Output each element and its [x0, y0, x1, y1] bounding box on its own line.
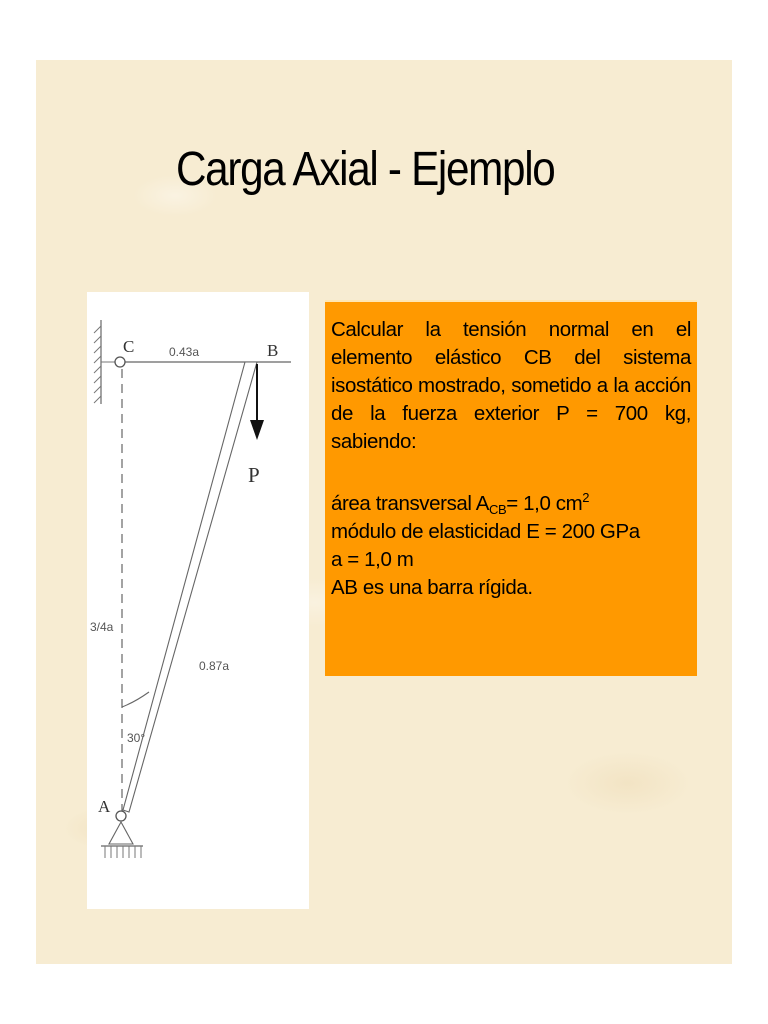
area-superscript: 2 — [582, 490, 590, 505]
label-c: C — [123, 337, 135, 356]
modulus-line: módulo de elasticidad E = 200 GPa — [331, 520, 640, 543]
support-triangle — [109, 822, 133, 844]
slide — [36, 60, 732, 964]
load-arrow-head — [250, 420, 264, 440]
a-line: a = 1,0 m — [331, 548, 414, 571]
label-dim-ab: 0.87a — [199, 659, 230, 673]
rigid-bar-line: AB es una barra rígida. — [331, 576, 533, 599]
wall-hatching — [94, 326, 101, 403]
problem-paragraph: Calcular la tensión normal en el elemento elástico CB del sistema isostático mostrado, sometido a la acción de la fuerza exterior P = 700 kg, sabiendo: — [331, 318, 691, 453]
area-subscript: CB — [489, 502, 507, 517]
angle-arc — [122, 692, 149, 707]
label-a: A — [98, 797, 111, 816]
structure-figure — [87, 292, 309, 909]
ground-hatching — [105, 846, 141, 858]
label-b: B — [267, 341, 279, 360]
pin-c — [115, 357, 125, 367]
spacer — [331, 456, 691, 490]
pin-a — [116, 811, 126, 821]
label-dim-cb: 0.43a — [169, 345, 200, 359]
structure-diagram — [87, 292, 309, 909]
label-angle: 30° — [127, 731, 146, 745]
slide-title: Carga Axial - Ejemplo — [176, 143, 555, 196]
area-value: = 1,0 cm — [506, 492, 583, 515]
area-line — [331, 490, 691, 518]
problem-statement-box — [325, 300, 697, 676]
label-dim-ca: 3/4a — [90, 620, 114, 634]
area-prefix: área transversal A — [331, 492, 490, 515]
label-p: P — [248, 463, 260, 487]
